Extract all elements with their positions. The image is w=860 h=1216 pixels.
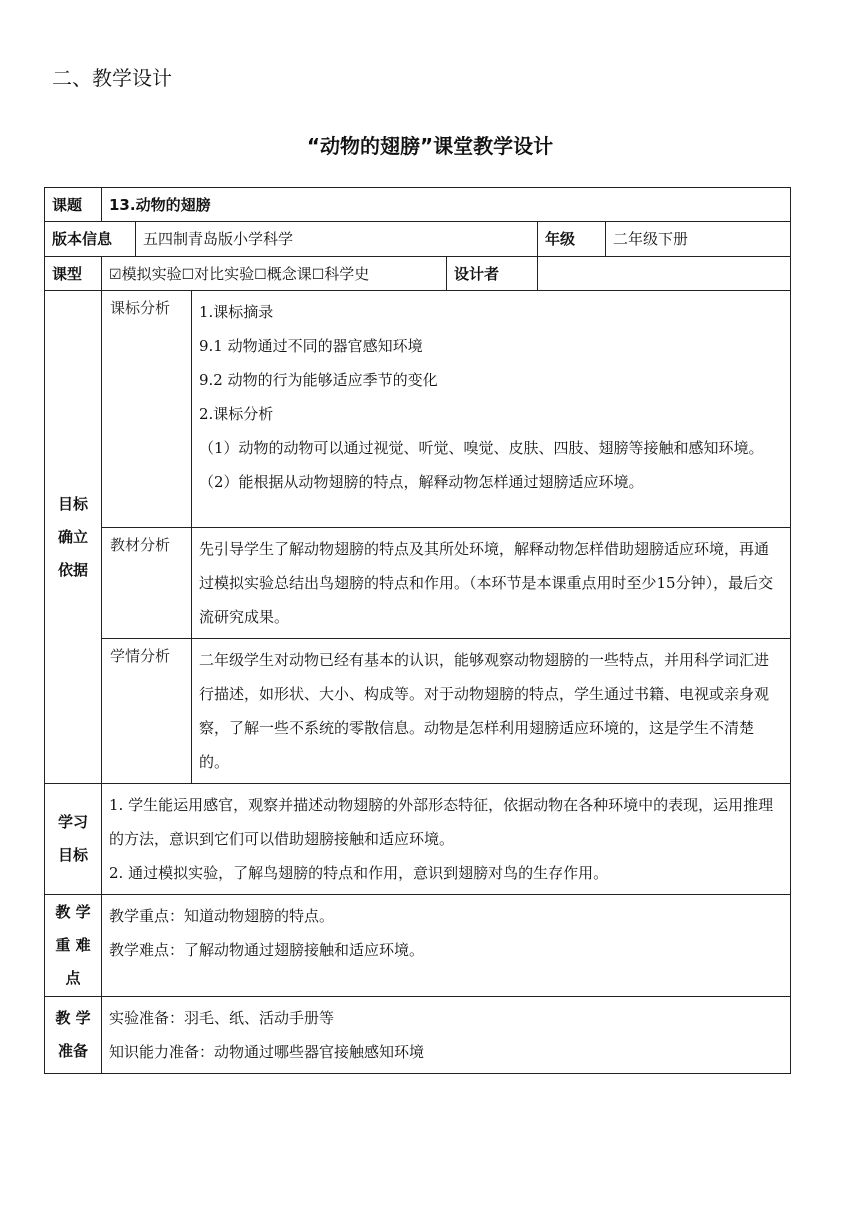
- key-points-content: 教学重点：知道动物翅膀的特点。 教学难点：了解动物通过翅膀接触和适应环境。: [102, 895, 791, 997]
- checkbox-empty-icon: ☐: [254, 267, 267, 283]
- type-option[interactable]: ☐对比实验: [181, 265, 255, 283]
- students-label: 学情分析: [102, 639, 192, 784]
- grade-value: 二年级下册: [606, 222, 791, 257]
- curriculum-label: 课标分析: [102, 291, 192, 528]
- section-heading: 二、教学设计: [52, 66, 172, 90]
- goals-content: 1. 学生能运用感官，观察并描述动物翅膀的外部形态特征，依据动物在各种环境中的表现，运用推理的方法，意识到它们可以借助翅膀接触和适应环境。 2. 通过模拟实验，了解鸟翅膀的特点和作用，意识到翅膀对鸟的生存作用。: [102, 784, 791, 895]
- version-value: 五四制青岛版小学科学: [136, 222, 538, 257]
- goals-label: 学习 目标: [45, 784, 102, 895]
- document-title: “动物的翅膀”课堂教学设计: [306, 134, 554, 158]
- type-option[interactable]: ☑模拟实验: [109, 265, 182, 283]
- curriculum-content: 1.课标摘录 9.1 动物通过不同的器官感知环境 9.2 动物的行为能够适应季节的变化 2.课标分析 （1）动物的动物可以通过视觉、听觉、嗅觉、皮肤、四肢、翅膀等接触和感知环境。 （2）能根据从动物翅膀的特点，解释动物怎样通过翅膀适应环境。: [192, 291, 791, 528]
- lesson-design-table: [44, 187, 791, 1074]
- preparation-content: 实验准备：羽毛、纸、活动手册等 知识能力准备：动物通过哪些器官接触感知环境: [102, 997, 791, 1074]
- checkbox-empty-icon: ☐: [311, 267, 325, 283]
- version-label: 版本信息: [45, 222, 136, 257]
- designer-value: [538, 257, 791, 291]
- type-label: 课型: [45, 257, 102, 291]
- topic-label: 课题: [45, 188, 102, 222]
- preparation-label: 教 学 准备: [45, 997, 102, 1074]
- textbook-label: 教材分析: [102, 528, 192, 639]
- students-content: 二年级学生对动物已经有基本的认识，能够观察动物翅膀的一些特点，并用科学词汇进行描述，如形状、大小、构成等。对于动物翅膀的特点，学生通过书籍、电视或亲身观察，了解一些不系统的零散信息。动物是怎样利用翅膀适应环境的，这是学生不清楚的。: [192, 639, 791, 784]
- checkbox-empty-icon: ☐: [181, 267, 195, 283]
- textbook-content: 先引导学生了解动物翅膀的特点及其所处环境，解释动物怎样借助翅膀适应环境，再通过模拟实验总结出鸟翅膀的特点和作用。（本环节是本课重点用时至少15分钟），最后交流研究成果。: [192, 528, 791, 639]
- type-options: [102, 257, 447, 291]
- type-option[interactable]: ☐概念课: [254, 265, 312, 283]
- checkbox-checked-icon: ☑: [109, 267, 122, 283]
- topic-value: 13.动物的翅膀: [102, 188, 791, 222]
- basis-label: 目标 确立 依据: [45, 291, 102, 784]
- type-option[interactable]: ☐科学史: [311, 265, 370, 283]
- key-points-label: 教 学 重 难 点: [45, 895, 102, 997]
- designer-label: 设计者: [447, 257, 538, 291]
- grade-label: 年级: [538, 222, 606, 257]
